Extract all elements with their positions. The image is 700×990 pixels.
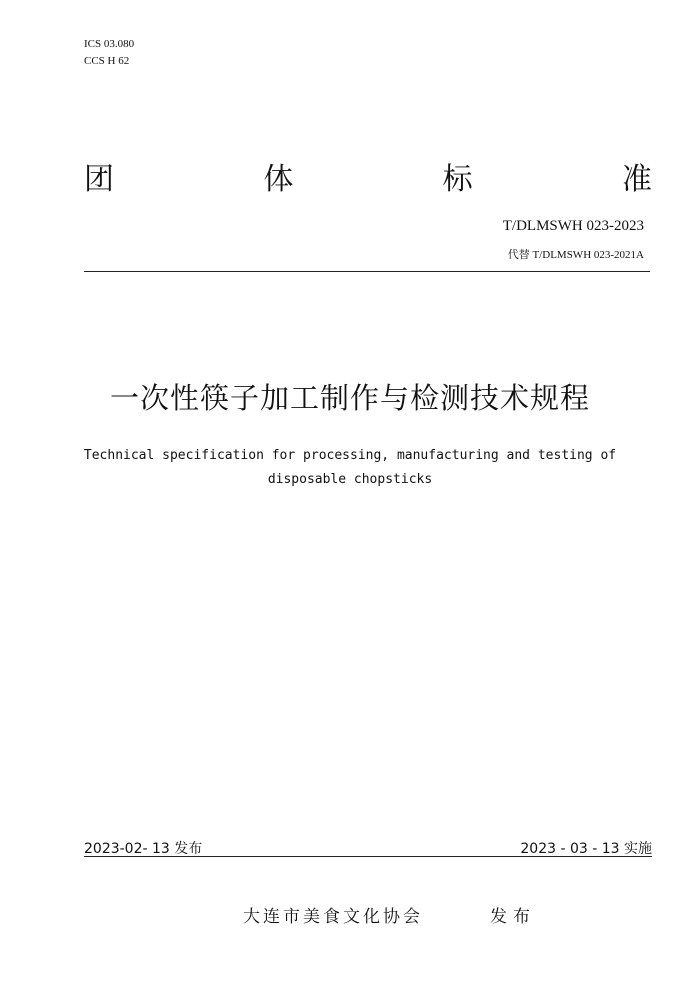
replaces-standard: 代替 T/DLMSWH 023-2021A [507,249,644,261]
bottom-divider [84,856,652,857]
publish-date: 2023-02- 13 发布 [84,841,203,857]
standard-type-char-4: 准 [621,162,652,197]
implement-date: 2023 - 03 - 13 实施 [520,841,652,857]
issue-label: 发布 [490,907,536,927]
top-divider [84,271,650,272]
standard-type-char-3: 标 [442,162,473,197]
title-en-line-1: Technical specification for processing, manufacturing and testing of [83,448,617,463]
ics-code: ICS 03.080 [84,38,135,50]
document-title-chinese: 一次性筷子加工制作与检测技术规程 [109,381,590,415]
standard-type-heading [84,160,652,200]
issuing-organization: 大连市美食文化协会 [243,907,423,927]
standard-type-char-2: 体 [263,162,294,197]
document-title-english [60,444,640,492]
ccs-code: CCS H 62 [84,55,130,67]
classification-codes [84,36,134,70]
title-en-line-2: disposable chopsticks [267,472,433,487]
standard-number: T/DLMSWH 023-2023 [502,218,644,234]
standard-type-char-1: 团 [84,162,114,197]
